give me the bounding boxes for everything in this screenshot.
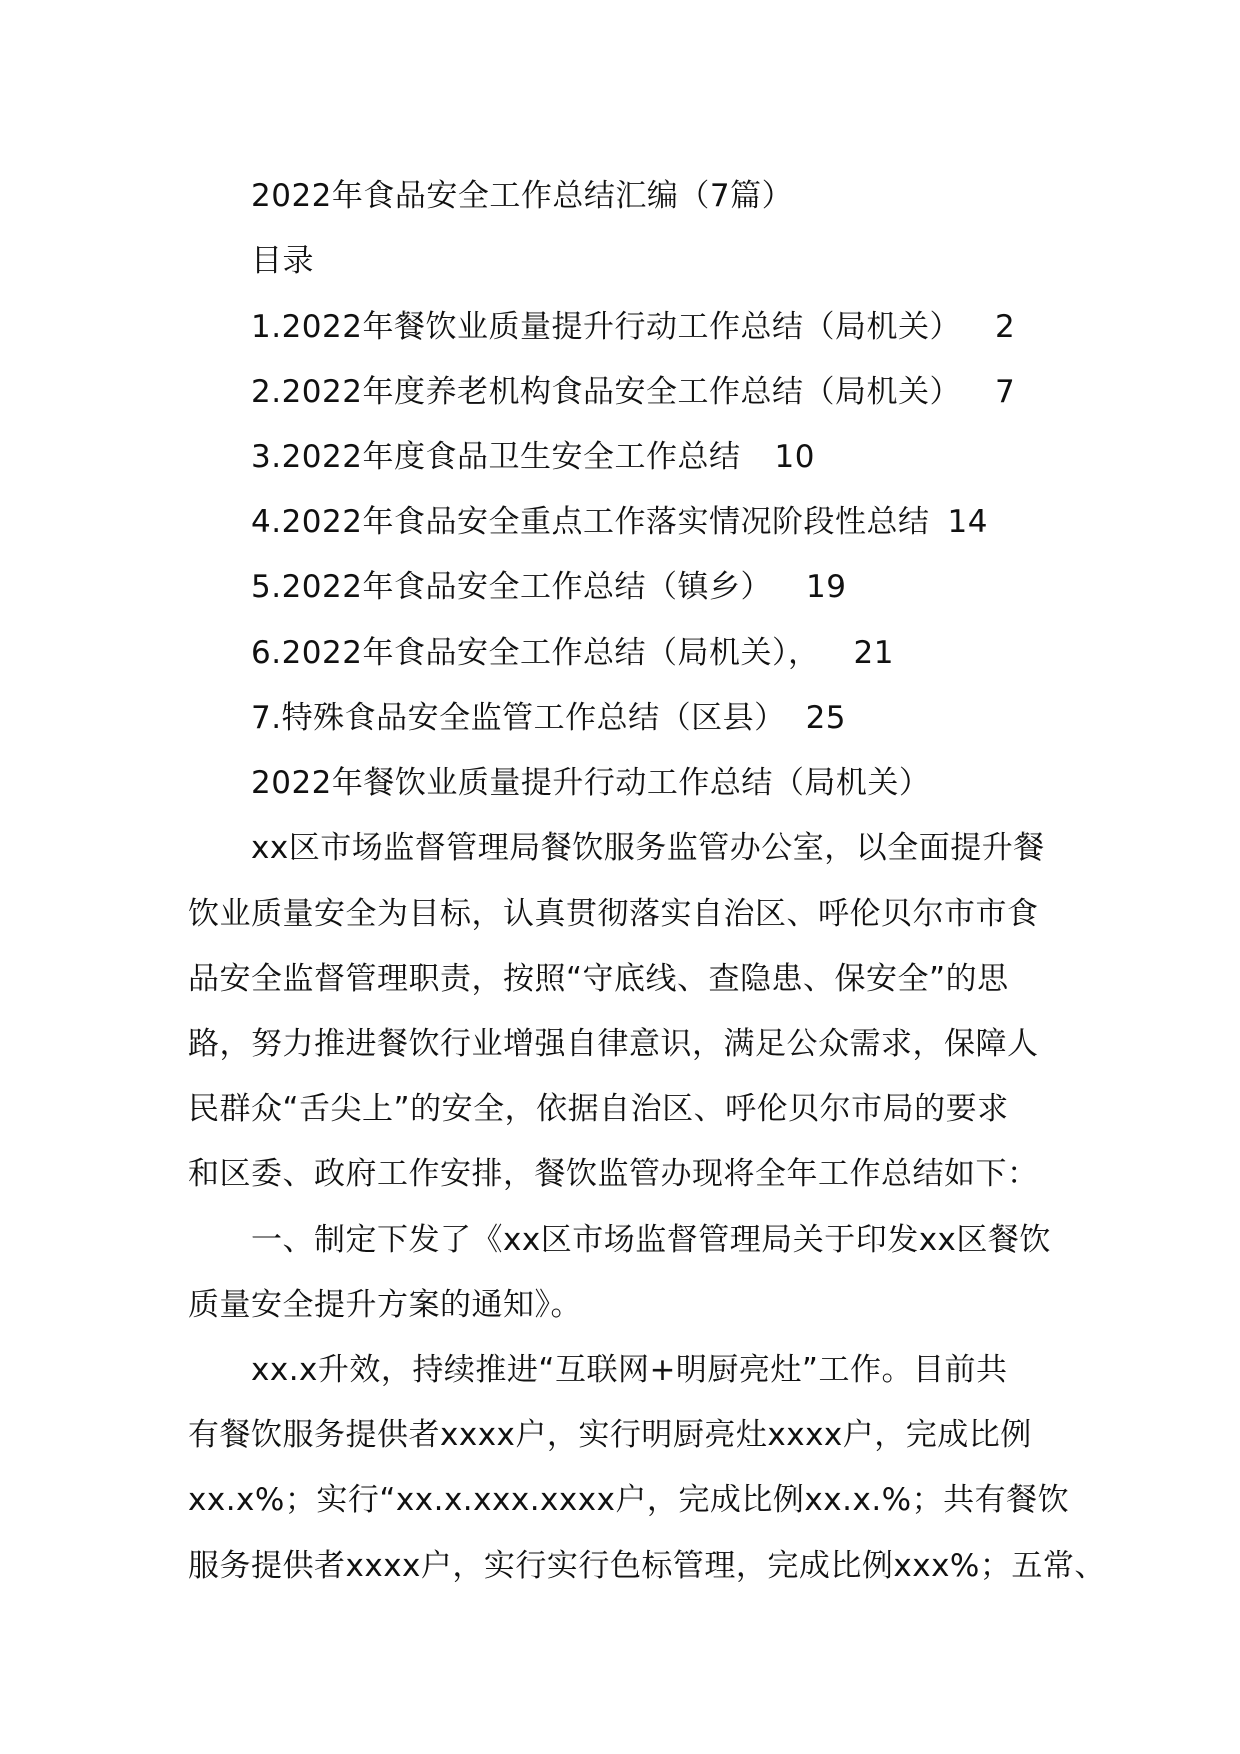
paragraph-line: 有餐饮服务提供者xxxx户，实行明厨亮灶xxxx户，完成比例 xyxy=(188,1417,1032,1453)
toc-item xyxy=(251,502,988,542)
toc-item-page: 19 xyxy=(805,569,847,605)
toc-item-page: 14 xyxy=(947,504,988,540)
toc-item-page: 21 xyxy=(853,635,894,671)
toc-item-page: 2 xyxy=(994,309,1016,345)
toc-item-label: 6.2022年食品安全工作总结（局机关）， xyxy=(251,635,820,671)
paragraph-line: 一、制定下发了《xx区市场监督管理局关于印发xx区餐饮 xyxy=(251,1222,1051,1258)
toc-item-label: 5.2022年食品安全工作总结（镇乡） xyxy=(251,569,772,605)
toc-item xyxy=(251,437,815,477)
toc-item-label: 4.2022年食品安全重点工作落实情况阶段性总结 xyxy=(251,504,930,540)
section-title: 2022年餐饮业质量提升行动工作总结（局机关） xyxy=(251,765,931,801)
toc-item-page: 25 xyxy=(805,700,847,736)
paragraph-line: 路，努力推进餐饮行业增强自律意识，满足公众需求，保障人 xyxy=(188,1026,1039,1062)
toc-item-label: 7.特殊食品安全监管工作总结（区县） xyxy=(251,700,786,736)
toc-item xyxy=(251,698,846,738)
toc-item-label: 2.2022年度养老机构食品安全工作总结（局机关） xyxy=(251,374,961,410)
paragraph-line: 服务提供者xxxx户，实行实行色标管理，完成比例xxx%；五常、 xyxy=(188,1548,1106,1584)
toc-item-label: 1.2022年餐饮业质量提升行动工作总结（局机关） xyxy=(251,309,961,345)
toc-item xyxy=(251,567,846,607)
paragraph-line: 民群众“舌尖上”的安全，依据自治区、呼伦贝尔市局的要求 xyxy=(188,1091,1009,1127)
toc-item xyxy=(251,633,894,673)
toc-item-page: 10 xyxy=(774,439,815,475)
toc-item xyxy=(251,372,1015,412)
paragraph-line: 质量安全提升方案的通知》。 xyxy=(188,1287,582,1323)
paragraph-line: xx.x%；实行“xx.x.xxx.xxxx户，完成比例xx.x.%；共有餐饮 xyxy=(188,1482,1070,1518)
toc-item-page: 7 xyxy=(994,374,1016,410)
paragraph-line: xx区市场监督管理局餐饮服务监管办公室，以全面提升餐 xyxy=(251,830,1045,866)
toc-item xyxy=(251,307,1015,347)
document-title: 2022年食品安全工作总结汇编（7篇） xyxy=(251,178,794,214)
toc-heading: 目录 xyxy=(251,243,314,279)
paragraph-line: 和区委、政府工作安排，餐饮监管办现将全年工作总结如下： xyxy=(188,1156,1039,1192)
paragraph-line: xx.x升效，持续推进“互联网+明厨亮灶”工作。目前共 xyxy=(251,1352,1008,1388)
paragraph-line: 饮业质量安全为目标，认真贯彻落实自治区、呼伦贝尔市市食 xyxy=(188,896,1039,932)
paragraph-line: 品安全监督管理职责，按照“守底线、查隐患、保安全”的思 xyxy=(188,961,1009,997)
toc-item-label: 3.2022年度食品卫生安全工作总结 xyxy=(251,439,741,475)
